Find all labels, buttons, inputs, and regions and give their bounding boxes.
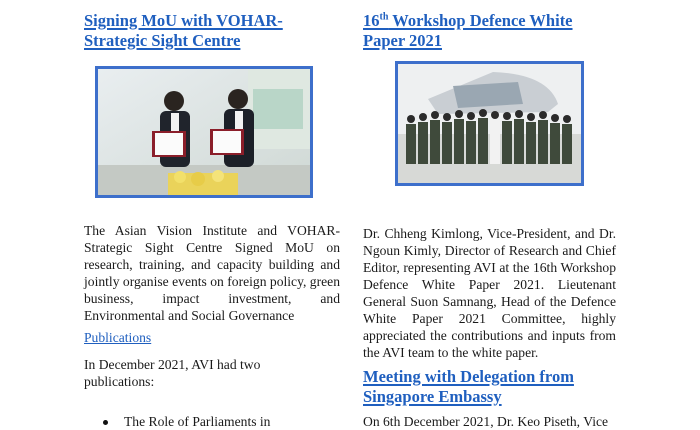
singapore-paragraph: On 6th December 2021, Dr. Keo Piseth, Vice: [363, 414, 609, 429]
singapore-heading-line1: Meeting with Delegation from: [363, 367, 574, 386]
singapore-heading-line2: Singapore Embassy: [363, 387, 502, 406]
workshop-heading-line1: 16th Workshop Defence White: [363, 11, 573, 30]
mou-heading-link[interactable]: [84, 11, 340, 51]
mou-paragraph: The Asian Vision Institute and VOHAR-Strategic Sight Centre Signed MoU on research, training, and capacity building and jointly organise events on foreign policy, green business, impact investment, and Environmental and Social Governance: [84, 223, 340, 323]
workshop-paragraph: Dr. Chheng Kimlong, Vice-President, and Dr. Ngoun Kimly, Director of Research and Chief Editor, representing AVI at the 16th Workshop Defence White Paper 2021. Lieutenant General Suon Samnang, Head of the Defence White Paper 2021 Committee, highly appreciated the contributions and inputs from the AVI team to the white paper.: [363, 226, 616, 360]
workshop-heading-line2: Paper 2021: [363, 31, 442, 50]
bullet-dot-icon: [103, 420, 108, 425]
workshop-group-image: [398, 64, 581, 183]
publications-intro: In December 2021, AVI had two publications:: [84, 357, 261, 389]
mou-heading-line2: Strategic Sight Centre: [84, 31, 241, 50]
publications-link[interactable]: Publications: [84, 330, 152, 345]
publication-title-1: The Role of Parliaments in: [124, 414, 271, 429]
mou-heading-line1: Signing MoU with VOHAR-: [84, 11, 283, 30]
singapore-heading-link[interactable]: [363, 367, 616, 407]
mou-signing-image: [98, 69, 310, 195]
workshop-heading-link[interactable]: [363, 11, 616, 51]
publication-bullet-item: [103, 414, 270, 430]
mou-signing-photo: [95, 66, 313, 198]
workshop-group-photo: [395, 61, 584, 186]
